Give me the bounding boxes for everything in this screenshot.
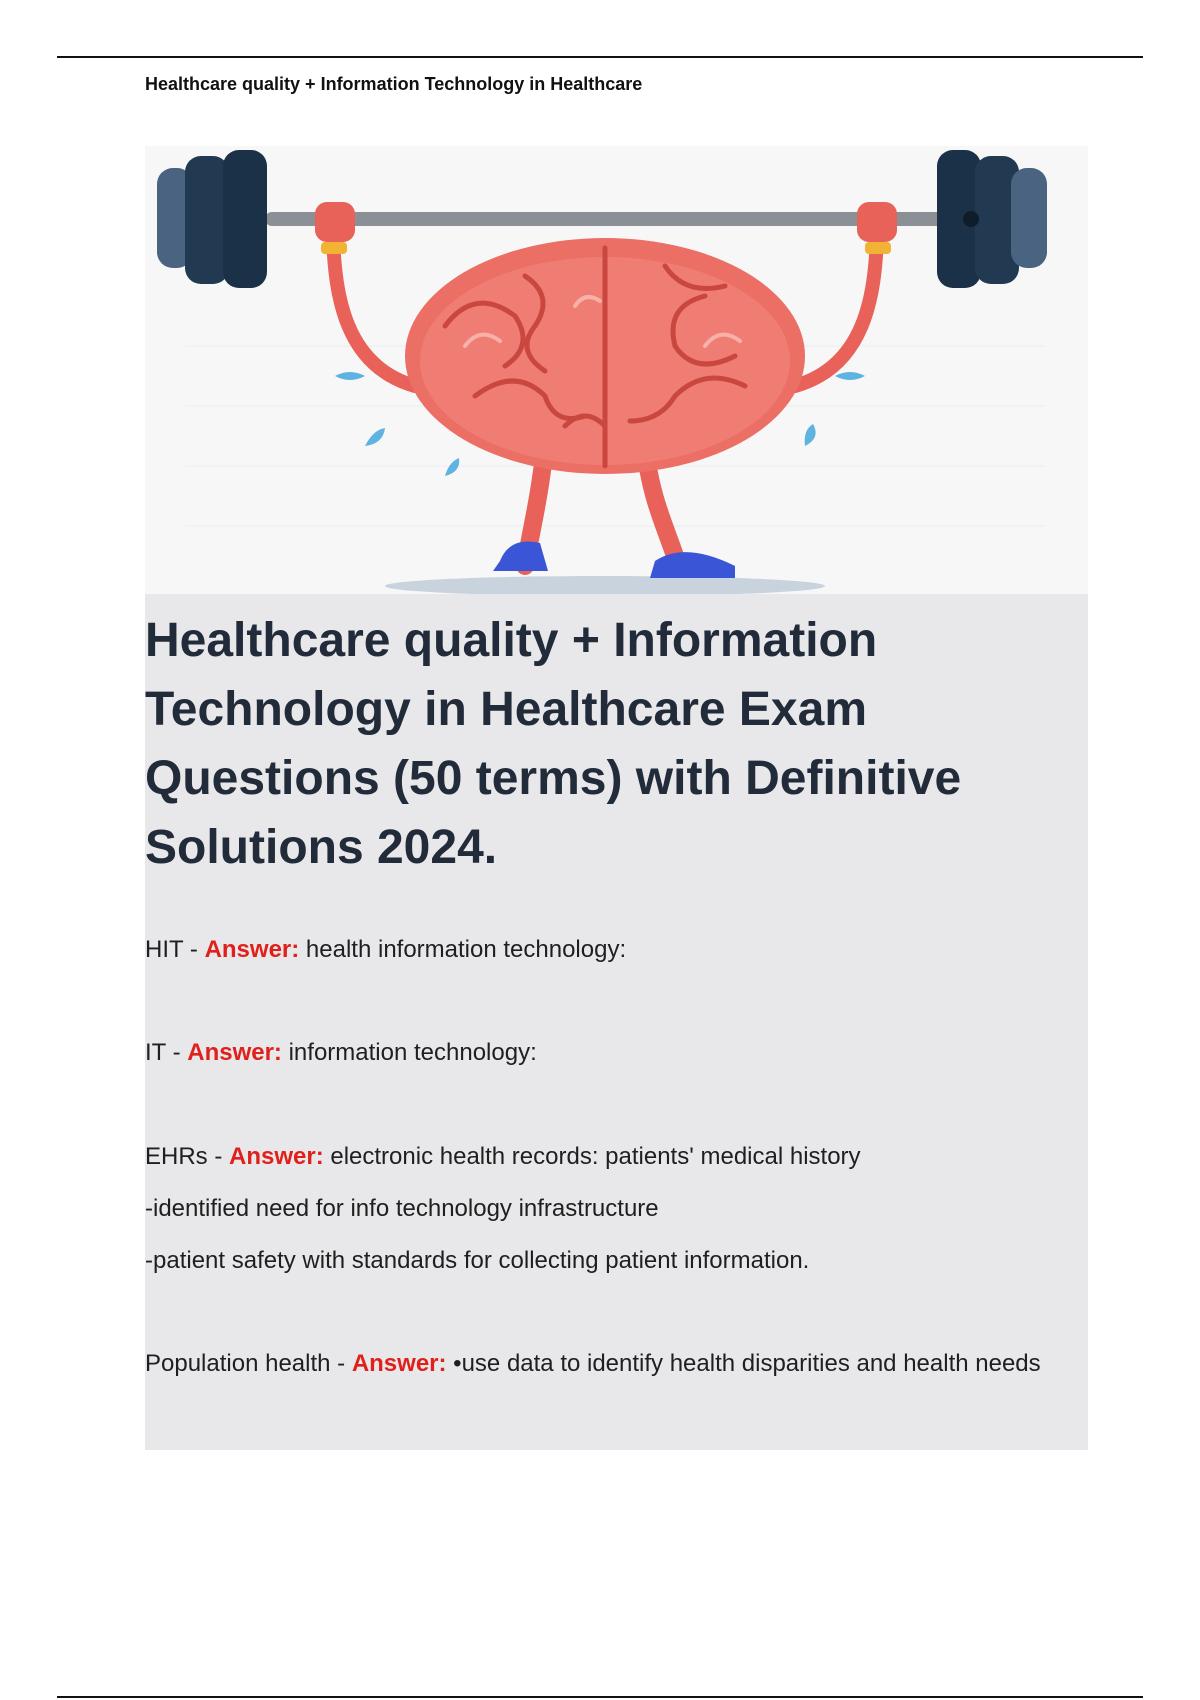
term-answer: •use data to identify health disparities and health needs: [453, 1350, 1041, 1377]
term-label: HIT -: [145, 936, 205, 963]
answer-label: Answer:: [229, 1143, 324, 1170]
brain-weightlifting-illustration: [145, 146, 1088, 594]
term-item: [145, 1338, 1075, 1390]
answer-label: Answer:: [204, 936, 300, 963]
term-label: EHRs -: [145, 1143, 229, 1170]
term-item: [145, 1027, 1075, 1079]
footer-rule: [57, 1696, 1143, 1698]
answer-label: Answer:: [351, 1350, 447, 1377]
term-answer: information technology:: [288, 1039, 537, 1066]
running-header: Healthcare quality + Information Technology in Healthcare: [145, 74, 643, 94]
header-rule: [57, 56, 1143, 58]
term-answer: health information technology:: [305, 936, 627, 963]
document-title: Healthcare quality + Information Technology in Healthcare Exam Questions (50 terms) with Definitive Solutions 2024.: [145, 614, 962, 874]
term-item: [145, 1131, 1075, 1287]
term-detail-line: -identified need for info technology infrastructure: [145, 1195, 659, 1222]
term-detail-line: -patient safety with standards for collecting patient information.: [145, 1247, 810, 1274]
term-label: IT -: [145, 1039, 188, 1066]
term-answer: electronic health records: patients' medical history: [330, 1143, 861, 1170]
content-panel: [145, 146, 1088, 1450]
term-label: Population health -: [145, 1350, 352, 1377]
term-item: [145, 924, 1075, 976]
answer-label: Answer:: [187, 1039, 282, 1066]
